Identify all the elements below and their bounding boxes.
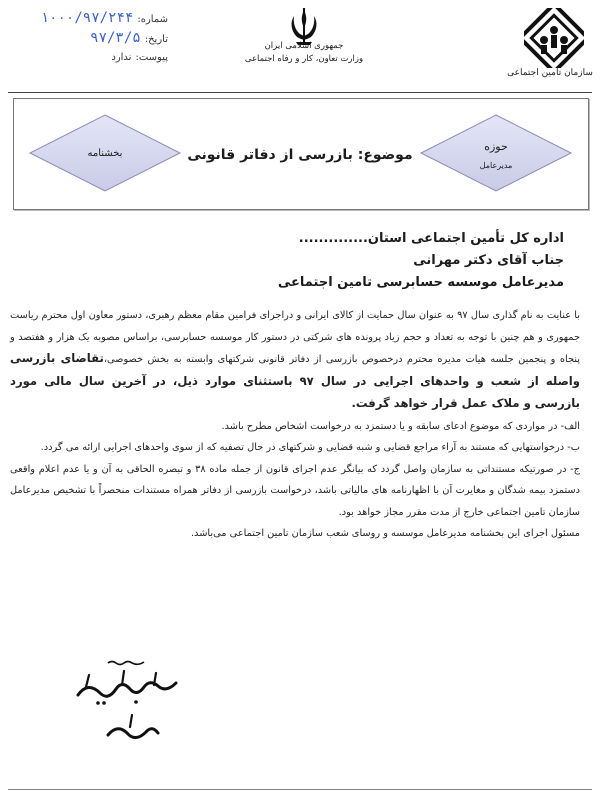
letter-attachment-row — [8, 48, 168, 68]
republic-name: جمهوری اسلامی ایران — [264, 41, 344, 51]
department-diamond — [419, 113, 573, 193]
social-security-logo-icon — [524, 8, 584, 68]
attachment-value: ندارد — [111, 52, 132, 63]
letter-meta — [8, 8, 168, 68]
body-closing: مسئول اجرای این بخشنامه مدیرعامل موسسه و روسای شعب سازمان تامین اجتماعی می‌باشد. — [190, 528, 580, 539]
letter-date-row — [8, 28, 168, 48]
department-label: حوزه — [484, 140, 508, 153]
ministry-header — [236, 40, 372, 66]
letter-body — [10, 305, 580, 545]
header-divider — [8, 92, 592, 93]
signature-image — [68, 655, 188, 750]
diamond-right-shape — [419, 113, 573, 193]
circular-diamond — [28, 113, 182, 193]
circular-label: بخشنامه — [87, 148, 123, 159]
footer-divider — [8, 789, 592, 790]
body-item-a: الف- در مواردی که موضوع ادعای سابقه و یا دستمزد به درخواست اشخاص مطرح باشد. — [221, 420, 580, 432]
recipients-block — [64, 228, 564, 294]
attachment-label: پیوست: — [135, 52, 168, 63]
letter-number: ۱۰۰۰/۹۷/۲۴۴ — [40, 10, 134, 26]
recipient-line: جناب آقای دکتر مهرانی — [413, 253, 564, 268]
letter-date: ۹۷/۳/۵ — [90, 30, 141, 46]
date-label: تاریخ: — [144, 34, 168, 45]
body-item-b: ب- درخواستهایی که مستند به آراء مراجع قضایی و شبه قضایی و شرکتهای در حال تصفیه که از سوی واحدهای اجرایی ارائه می گردد. — [40, 442, 580, 453]
body-intro-paragraph — [10, 305, 580, 416]
organization-name: سازمان تامین اجتماعی — [507, 68, 593, 78]
letter-number-row — [8, 8, 168, 28]
department-sub-label: مدیرعامل — [479, 161, 513, 170]
body-emphasis: تقاضای بازرسی واصله از شعب و واحدهای اجرایی در سال ۹۷ باستثنای موارد ذیل، در آخرین سال مالی مورد بازرسی و ملاک عمل قرار خواهد گرفت. — [10, 351, 580, 410]
recipient-line: اداره کل تأمین اجتماعی استان.............. — [298, 231, 564, 246]
recipient-line: مدیرعامل موسسه حسابرسی تامین اجتماعی — [277, 275, 564, 290]
body-item-c: ج- در صورتیکه مستنداتی به سازمان واصل گردد که بیانگر عدم اجرای قانون از جمله ماده ۳۸ و تبصره الحاقی به آن و یا عدم اعلام واقعی دستمزد بیمه شدگان و مغایرت آن با اظهارنامه های مالیاتی باشد، درخواست بازرسی از دفاتر همراه مستندات منحصراً با تشخیص مدیرعامل سازمان تامین اجتماعی خارج از مدت مقرر مجاز خواهد بود. — [10, 463, 581, 518]
body-intro: با عنایت به نام گذاری سال ۹۷ به عنوان سال حمایت از کالای ایرانی و دراجرای فرامین مقام معظم رهبری، دستور معاون اول محترم ریاست جمهوری و هم چنین با توجه به تعداد و حجم زیاد پرونده های شرکتی در دستور کار موسسه حسابرسی، براساس مصوبه یک هزار و هفتصد و پنجاه و پنجمین جلسه هیات مدیره محترم درخصوص بازرسی از دفاتر قانونی شرکتهای وابسته به بخش خصوصی، — [10, 310, 580, 365]
letter-subject: موضوع: بازرسی از دفاتر قانونی — [187, 147, 413, 163]
ministry-name: وزارت تعاون، کار و رفاه اجتماعی — [244, 54, 364, 64]
number-label: شماره: — [137, 14, 168, 25]
